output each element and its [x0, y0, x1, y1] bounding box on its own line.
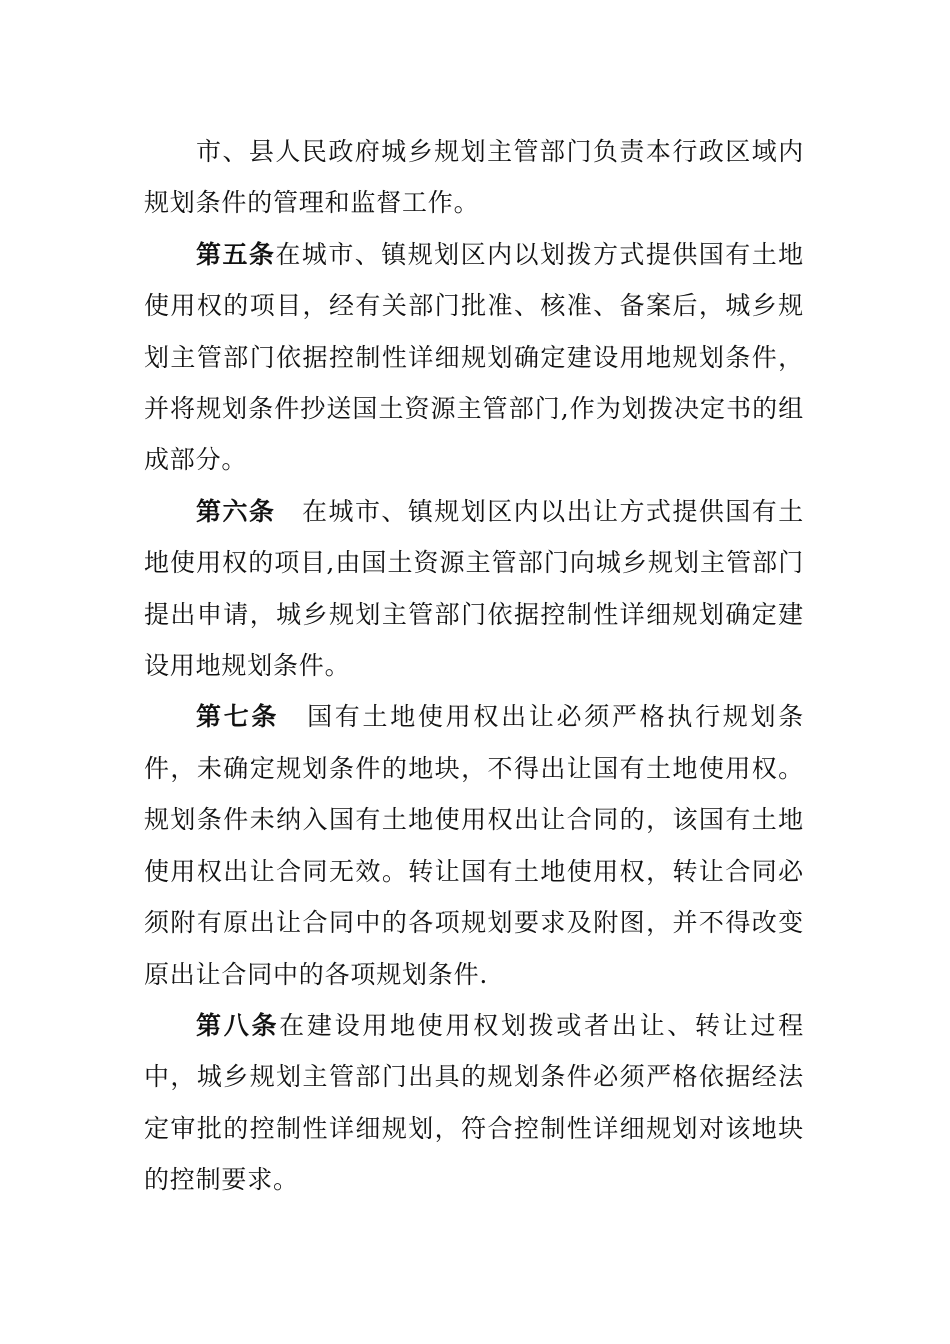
paragraph-continuation — [144, 126, 804, 229]
article-label: 第八条 — [196, 1010, 280, 1040]
paragraph-text: 在城市、镇规划区内以出让方式提供国有土地使用权的项目,由国土资源主管部门向城乡规划主管部门提出申请，城乡规划主管部门依据控制性详细规划确定建设用地规划条件。 — [144, 496, 805, 681]
paragraph-text: 市、县人民政府城乡规划主管部门负责本行政区域内规划条件的管理和监督工作。 — [144, 137, 804, 218]
article-5-paragraph — [144, 229, 804, 486]
regulation-text-body — [144, 126, 804, 1206]
article-label: 第五条 — [196, 239, 276, 269]
paragraph-text: 国有土地使用权出让必须严格执行规划条件，未确定规划条件的地块，不得出让国有土地使用权。规划条件未纳入国有土地使用权出让合同的，该国有土地使用权出让合同无效。转让国有土地使用权，转让合同必须附有原出让合同中的各项规划要求及附图，并不得改变原出让合同中的各项规划条件. — [144, 702, 805, 989]
article-7-paragraph — [144, 691, 804, 999]
article-label: 第七条 — [196, 702, 280, 732]
article-label: 第六条 — [196, 496, 276, 526]
article-6-paragraph — [144, 486, 804, 692]
paragraph-text: 在城市、镇规划区内以划拨方式提供国有土地使用权的项目，经有关部门批准、核准、备案后，城乡规划主管部门依据控制性详细规划确定建设用地规划条件，并将规划条件抄送国土资源主管部门,作为划拨决定书的组成部分。 — [144, 239, 804, 475]
article-8-paragraph — [144, 1000, 804, 1206]
paragraph-text: 在建设用地使用权划拨或者出让、转让过程中，城乡规划主管部门出具的规划条件必须严格依据经法定审批的控制性详细规划，符合控制性详细规划对该地块的控制要求。 — [144, 1010, 804, 1195]
